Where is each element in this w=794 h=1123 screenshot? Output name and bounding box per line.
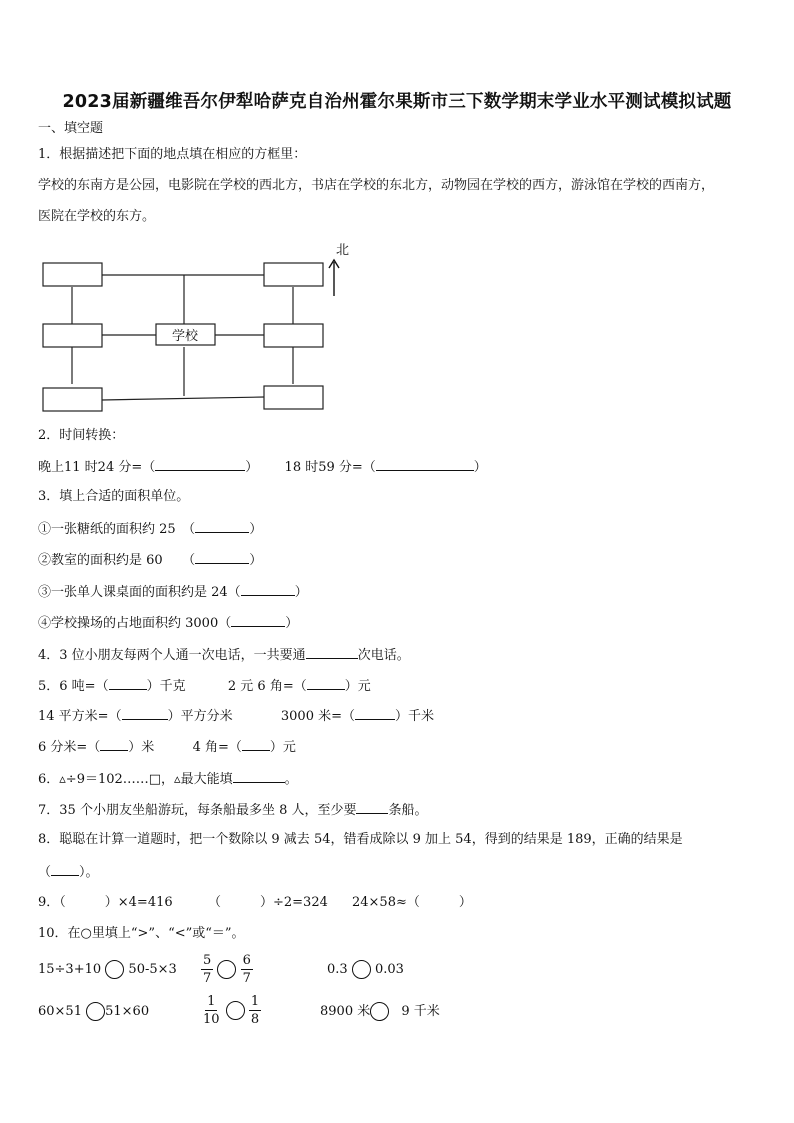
answer-blank[interactable] xyxy=(122,706,168,720)
question-3-item: ①一张糖纸的面积约 25 （ ） xyxy=(38,519,262,539)
compare-circle[interactable] xyxy=(226,1001,245,1020)
compare-circle[interactable] xyxy=(217,960,236,979)
question-2-row: 晚上11 时24 分=（ ） 18 时59 分=（ ） xyxy=(38,457,487,477)
question-3-item: ④学校操场的占地面积约 3000（ ） xyxy=(38,613,298,633)
answer-blank[interactable] xyxy=(307,676,345,690)
answer-blank[interactable] xyxy=(109,676,147,690)
question-5-row-2: 14 平方米=（ ）平方分米 3000 米=（ ）千米 xyxy=(38,706,434,726)
answer-box-southwest[interactable] xyxy=(43,388,102,411)
compare-circle[interactable] xyxy=(86,1002,105,1021)
grid-line xyxy=(102,397,264,400)
question-3-text: 3．填上合适的面积单位。 xyxy=(38,489,190,504)
question-2-text: 2．时间转换： xyxy=(38,428,125,443)
question-9-c: 24×58≈（ ） xyxy=(352,895,472,910)
compare-item: 60×51 51×60 xyxy=(38,1004,150,1019)
question-8-line-2: （ ）。 xyxy=(38,862,99,882)
question-9-b: （ ）÷2=324 xyxy=(208,895,328,910)
answer-box-northwest[interactable] xyxy=(43,263,102,286)
answer-blank[interactable] xyxy=(306,645,358,659)
compare-item xyxy=(201,952,253,987)
compare-item xyxy=(201,993,261,1028)
compare-circle[interactable] xyxy=(370,1002,389,1021)
north-label: 北 xyxy=(336,243,350,258)
question-9-a: 9．（ ）×4=416 xyxy=(38,895,173,910)
answer-blank[interactable] xyxy=(51,862,79,876)
section-heading: 一、填空题 xyxy=(38,121,104,136)
answer-blank[interactable] xyxy=(241,582,295,596)
question-6: 6．▵÷9＝102……□，▵最大能填 。 xyxy=(38,769,298,789)
fraction: $\frac{1}{8}$ xyxy=(250,994,260,1027)
time-conversion-b: 18 时59 分=（ xyxy=(284,460,376,475)
answer-blank[interactable] xyxy=(376,457,474,471)
compare-item: 8900 米 9 千米 xyxy=(320,1004,440,1019)
north-arrow-icon xyxy=(329,260,339,296)
compare-circle[interactable] xyxy=(105,960,124,979)
question-3-item: ③一张单人课桌面的面积约是 24（ ） xyxy=(38,582,308,602)
time-conversion-a: 晚上11 时24 分=（ xyxy=(38,460,156,475)
answer-blank[interactable] xyxy=(231,613,285,627)
answer-blank[interactable] xyxy=(155,457,245,471)
question-1-text: 1．根据描述把下面的地点填在相应的方框里： xyxy=(38,147,307,162)
question-10-text: 10．在○里填上“>”、“<”或“＝”。 xyxy=(38,926,245,941)
answer-blank[interactable] xyxy=(242,737,270,751)
question-1-description-line-1: 学校的东南方是公园，电影院在学校的西北方，书店在学校的东北方，动物园在学校的西方，游泳馆在学校的西南方， xyxy=(38,178,715,193)
answer-blank[interactable] xyxy=(195,519,249,533)
fraction: $\frac{6}{7}$ xyxy=(242,953,251,986)
answer-blank[interactable] xyxy=(233,769,285,783)
answer-box-west[interactable] xyxy=(43,324,102,347)
page-title: 2023届新疆维吾尔伊犁哈萨克自治州霍尔果斯市三下数学期末学业水平测试模拟试题 xyxy=(62,92,732,112)
compare-circle[interactable] xyxy=(352,960,371,979)
compare-item: 15÷3+10 50-5×3 xyxy=(38,962,177,977)
answer-blank[interactable] xyxy=(100,737,128,751)
fraction: $\frac{1}{10}$ xyxy=(203,994,220,1027)
answer-blank[interactable] xyxy=(195,550,249,564)
answer-box-northeast[interactable] xyxy=(264,263,323,286)
answer-blank[interactable] xyxy=(356,800,388,814)
school-label: 学校 xyxy=(171,329,199,344)
question-5-row-3: 6 分米=（ ）米 4 角=（ ）元 xyxy=(38,737,296,757)
question-8-line-1: 8．聪聪在计算一道题时，把一个数除以 9 减去 54，错看成除以 9 加上 54，得到的结果是 189，正确的结果是 xyxy=(38,832,683,847)
compare-item: 0.3 0.03 xyxy=(327,962,404,977)
answer-box-east[interactable] xyxy=(264,324,323,347)
question-3-item: ②教室的面积约是 60 （ ） xyxy=(38,550,262,570)
answer-blank[interactable] xyxy=(355,706,395,720)
question-1-description-line-2: 医院在学校的东方。 xyxy=(38,209,156,224)
question-7: 7．35 个小朋友坐船游玩，每条船最多坐 8 人，至少要 条船。 xyxy=(38,800,428,820)
question-5-row-1: 5．6 吨=（ ）千克 2 元 6 角=（ ）元 xyxy=(38,676,371,696)
fraction: $\frac{5}{7}$ xyxy=(203,953,212,986)
location-grid-diagram xyxy=(38,238,358,414)
answer-box-southeast[interactable] xyxy=(264,386,323,409)
question-4: 4．3 位小朋友每两个人通一次电话，一共要通 次电话。 xyxy=(38,645,410,665)
